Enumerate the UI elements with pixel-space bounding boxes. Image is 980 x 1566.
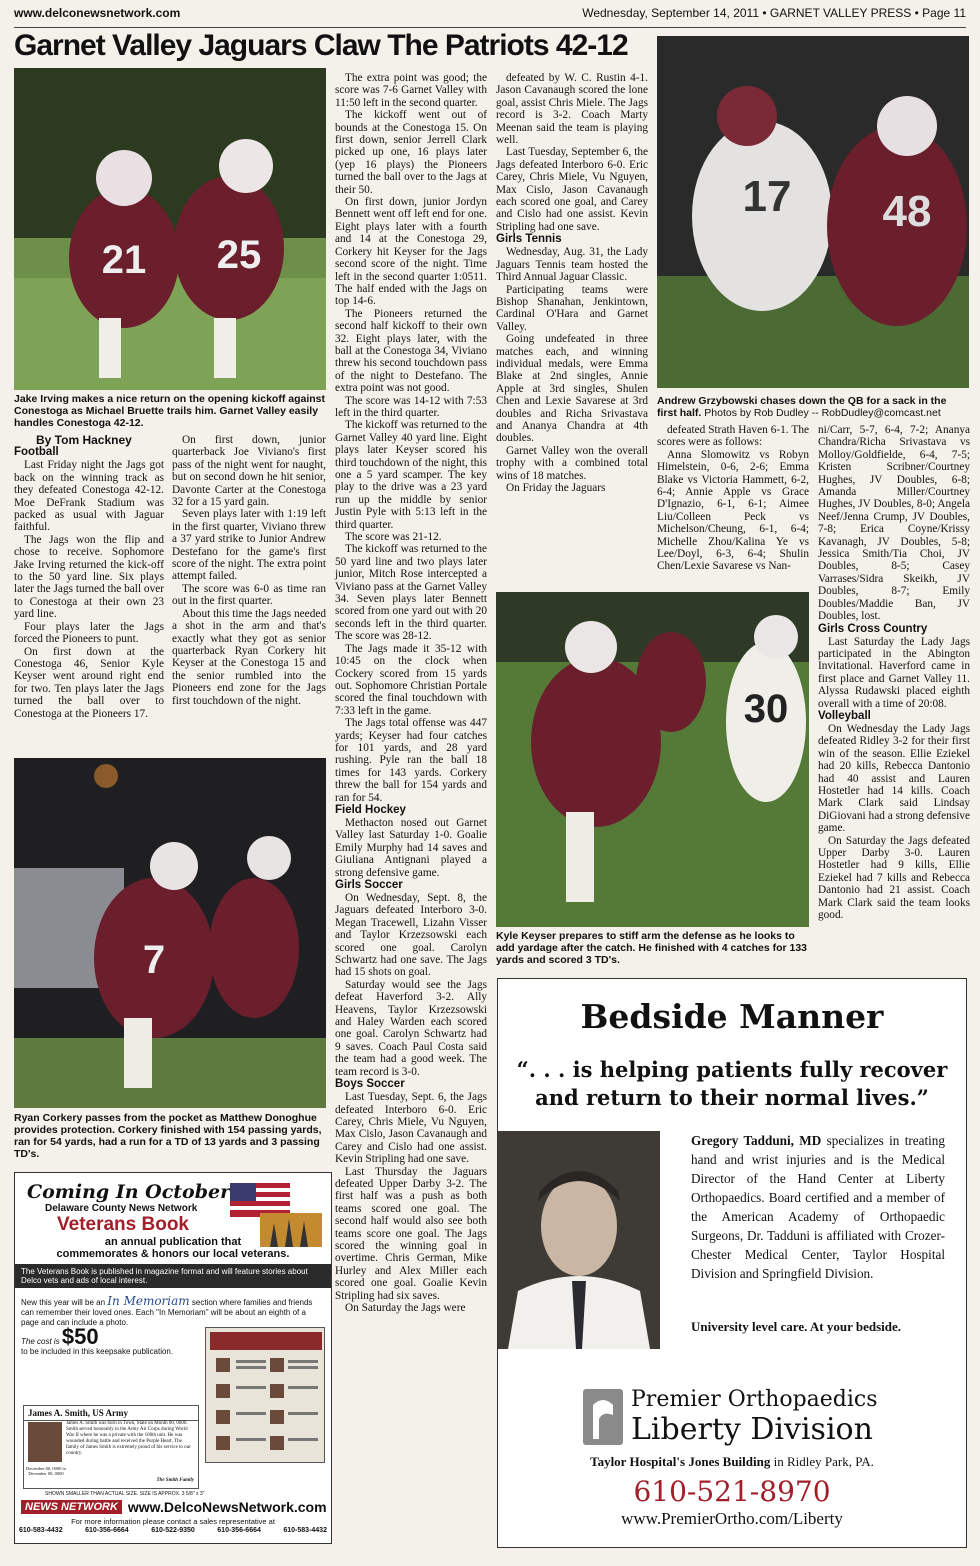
- article-col-6: [818, 424, 970, 921]
- phone-4: 610-356-6664: [217, 1527, 261, 1534]
- contact-line: For more information please contact a sales representative at: [71, 1517, 275, 1526]
- paragraph: Saturday would see the Jags defeat Haverford 3-2. Ally Heavens, Taylor Krzezsowski and Haley Warden each scored one goal. Carolyn Schwartz had 9 saves. Coach Paul Costa said the team had a good week. The team record is 3-0.: [335, 978, 487, 1078]
- flag-soldiers-icon: [230, 1183, 322, 1247]
- paragraph: defeated by W. C. Rustin 4-1. Jason Cavanaugh scored the lone goal, assist Chris Miele. The Jags record is 3-2. Coach Marty Meenan said the team is playing well.: [496, 72, 648, 147]
- article-col-2: [172, 434, 326, 707]
- ad-tagline: University level care. At your bedside.: [691, 1319, 902, 1334]
- section-girls-soccer: Girls Soccer: [335, 879, 403, 891]
- paragraph: The extra point was good; the score was 7-6 Garnet Valley with 11:50 left in the second quarter.: [335, 72, 487, 109]
- sample-dates: December 00, 0000 to December 00, 0000: [26, 1466, 66, 1476]
- address-building: Taylor Hospital's Jones Building: [590, 1454, 771, 1469]
- veterans-book-title: Veterans Book: [57, 1214, 189, 1235]
- ad-address: [498, 1454, 966, 1470]
- svg-text:17: 17: [742, 172, 792, 221]
- sample-note: SHOWN SMALLER THAN ACTUAL SIZE. SIZE IS APPROX. 3 5/8" x 3": [45, 1491, 205, 1497]
- paragraph: Garnet Valley won the overall trophy with a combined total wins of 18 matches.: [496, 444, 648, 482]
- caption-corkery: Ryan Corkery passes from the pocket as Matthew Donoghue provides protection. Corkery finished with 154 passing yards, ran for 54 yards, had a run for a TD of 13 yards and 3 passing TD's.: [14, 1112, 322, 1160]
- publisher: Delaware County News Network: [45, 1203, 198, 1214]
- memoriam-sample-thumbnail: [205, 1327, 325, 1463]
- paragraph: Last Tuesday, Sept. 6, the Jags defeated Interboro 6-0. Eric Carey, Chris Miele, Vu Nguyen, Max Cislo, Jason Cavanaugh and Carey and Cislo had one assist. Kevin Stripling had one save.: [335, 1091, 487, 1166]
- phone-2: 610-356-6664: [85, 1527, 129, 1534]
- photo-corkery-pass: [14, 758, 326, 1108]
- paragraph: The Jags won the flip and chose to receive. Sophomore Jake Irving returned the kick-off to the 50 yard line. Six plays later the Jags turned the ball over to Conestoga at their own 23 yard line.: [14, 533, 164, 621]
- section-field-hockey: Field Hockey: [335, 803, 406, 816]
- ad-url[interactable]: www.PremierOrtho.com/Liberty: [621, 1509, 843, 1528]
- paragraph: defeated Strath Haven 6-1. The scores were as follows:: [657, 424, 809, 449]
- ad-quote: “. . . is helping patients fully recover and return to their normal lives.”: [516, 1057, 948, 1110]
- doctor-name: Gregory Tadduni, MD: [691, 1133, 822, 1148]
- paragraph: The kickoff went out of bounds at the Conestoga 15. On first down, senior Jerrell Clark picked up one, 16 plays later (yep 16 plays) the Pioneers turned the ball over to the Jags at their 50.: [335, 109, 487, 196]
- paragraph: About this time the Jags needed a shot in the arm and that's exactly what they got as senior quarterback Ryan Corkery hit Keyser at the Conestoga 15 and the senior rumbled into the Pioneers end zone for the Jags first touchdown of the night.: [172, 607, 327, 707]
- svg-text:7: 7: [142, 938, 166, 982]
- doctor-bio: [691, 1131, 945, 1283]
- network-url[interactable]: www.DelcoNewsNetwork.com: [127, 1499, 327, 1515]
- paper-name: GARNET VALLEY PRESS: [769, 6, 912, 20]
- paragraph: The kickoff was returned to the Garnet Valley 40 yard line. Eight plays later Keyser scored his third touchdown of the night, this one a 5 yard scamper. The key play to the drive was a 23 yard run up the middle by senior Justin Pyle with 5:13 left in the third quarter.: [335, 419, 487, 531]
- phone-5: 610-583-4432: [283, 1527, 327, 1534]
- paragraph: On Friday the Jaguars: [506, 482, 606, 494]
- section-boys-soccer: Boys Soccer: [335, 1078, 405, 1091]
- doctor-description: specializes in treating hand and wrist injuries and is the Medical Director of the Hand Center at Liberty Orthopaedics. Board certified and a member of the American Academy of Orthopaedic Surgeons, Dr. Tadduni is affiliated with Crozer-Chester Medical Center, Taylor Hospital Division and Springfield Division.: [691, 1133, 945, 1281]
- memoriam-rest: section where families and friends can remember their loved ones. Each "In Memoriam" will be about an eighth of a page and can include a photo.: [21, 1298, 313, 1327]
- org-name-1: Premier Orthopaedics: [631, 1387, 878, 1412]
- veterans-book-ad: [14, 1172, 332, 1544]
- coming-in-october: Coming In October: [27, 1181, 231, 1203]
- caption-sack-text: Andrew Grzybowski chases down the QB for a sack in the first half.: [657, 395, 947, 419]
- article-col-5: [657, 424, 809, 573]
- price: $50: [61, 1324, 99, 1349]
- section-football: Football: [14, 446, 59, 459]
- caption-kickoff: Jake Irving makes a nice return on the opening kickoff against Conestoga as Michael Bruette trails him. Garnet Valley easily handles Conestoga 42-12.: [14, 393, 326, 429]
- page-header: [14, 6, 966, 28]
- paragraph: The score was 21-12.: [345, 531, 442, 544]
- ad-title: Bedside Manner: [580, 997, 884, 1036]
- news-network-logo: NEWS NETWORK: [21, 1500, 122, 1514]
- phone-3: 610-522-9350: [151, 1527, 195, 1534]
- org-name-2: Liberty Division: [631, 1412, 873, 1447]
- photo-keyser-stiff-arm: [496, 592, 809, 927]
- article-col-1: [14, 434, 164, 720]
- site-url[interactable]: www.delconewsnetwork.com: [14, 6, 181, 20]
- paragraph: The Jags total offense was 447 yards; Keyser had four catches for 101 yards, and 28 yard rushing. Pyle ran the ball 18 times for 143 yards. Corkery threw the ball for 154 yards and ran for 54.: [335, 717, 487, 804]
- caption-sack: [657, 395, 969, 419]
- paragraph: ni/Carr, 5-7, 6-4, 7-2; Ananya Chandra/Richa Srivastava vs Molloy/Goldfielde, 6-4, 7-5; Kristen Scribner/Courtney Hughes, JV Doubles, 6-8; Amanda Miller/Courtney Hughes, JV Doubles, 8-0; Angela Neef/Jenna Crump, JV Doubles, 7-8; Erica Coyne/Krissy Kavanagh, JV Doubles, 5-8; Jessica Smith/Tia Choi, JV Doubles, 8-5; Casey Varrases/Sidra Skeikh, JV Doubles, 8-7; Emily Doubles/Maddie Ban, JV Doubles, lost.: [818, 424, 970, 623]
- paragraph: Last Saturday the Lady Jags participated in the Abington Invitational. Haverford came in first place and Garnet Valley 11. Alyssa Rudawski placed eighth overall with a time of 20:08.: [818, 635, 970, 710]
- page-number: Page 11: [922, 6, 966, 20]
- photo-kickoff-return: [14, 68, 326, 390]
- memoriam-word: In Memoriam: [107, 1294, 190, 1308]
- paragraph: Participating teams were Bishop Shanahan, Jenkintown, Cardinal O'Hara and Garnet Valley.: [496, 283, 648, 333]
- doctor-photo: [498, 1131, 660, 1349]
- phone-row: [19, 1527, 327, 1534]
- cost-label: The cost is: [21, 1337, 60, 1346]
- sample-text: James A. Smith was born in Town, State on Month 00, 0000. Smith served honorably in the Army Air Corps during World War II where he was a private with the 100th unit. He was wounded during battle and received the Purple Heart. The family of James Smith is extremely proud of his service to our country.: [66, 1421, 191, 1456]
- svg-text:30: 30: [743, 687, 789, 731]
- memoriam-intro: New this year will be an: [21, 1298, 106, 1307]
- article-col-4: [496, 72, 648, 494]
- network-footer: [21, 1499, 327, 1515]
- paragraph: Last Tuesday, September 6, the Jags defeated Interboro 6-0. Eric Carey, Chris Miele, Vu Nguyen, Max Cislo, Jason Cavanaugh each scored one goal, and Carey and Cislo had one assist. Kevin Stripling had one save.: [496, 146, 648, 233]
- paragraph: The kickoff was returned to the 50 yard line and two plays later junior, Mitch Rose intercepted a Viviano pass at the Garnet Valley 34. Seven plays later Bennett scored from one yard out with 20 seconds left in the third quarter. The score was 28-12.: [335, 543, 487, 643]
- phone-1: 610-583-4432: [19, 1527, 63, 1534]
- sample-name: James A. Smith, US Army: [24, 1406, 198, 1421]
- byline: By Tom Hackney: [36, 433, 132, 447]
- paragraph: On first down, junior quarterback Joe Viviano's first pass of the night went for naught, but on second down he hit senior, Davonte Carter at the Conestoga 32 for a 15 yard gain.: [172, 434, 326, 509]
- address-city: in Ridley Park, PA.: [770, 1454, 874, 1469]
- photo-credit: Photos by Rob Dudley -- RobDudley@comcast.net: [704, 407, 941, 419]
- section-volleyball: Volleyball: [818, 709, 871, 722]
- paragraph: Seven plays later with 1:19 left in the first quarter, Viviano threw a 37 yard strike to Junior Andrew Destefano for the game's first score of the night. The extra point attempt failed.: [172, 508, 326, 583]
- paragraph: Going undefeated in three matches each, and winning individual medals, were Emma Blake at 2nd singles, Annie Apple at 3rd singles, Shulen Chen and Lexie Savarese at 3rd doubles and Richa Srivastava and Ananya Chandra at 4th doubles.: [496, 333, 648, 445]
- paragraph: The Jags made it 35-12 with 10:45 on the clock when Cockery scored from 15 yards out. Sophomore Christian Portale scored the final touchdown with 7:33 left in the game.: [335, 642, 487, 717]
- premier-ortho-logo-icon: [583, 1389, 623, 1445]
- headline: Garnet Valley Jaguars Claw The Patriots 42-12: [14, 29, 628, 62]
- paragraph: On Wednesday, Sept. 8, the Jaguars defeated Interboro 3-0. Megan Tracewell, Lizahn Visser and Taylor Krzezsowski each scored one goal. Carolyn Schwartz had one save. The Jags had 15 shots on goal.: [335, 892, 487, 979]
- paragraph: Wednesday, Aug. 31, the Lady Jaguars Tennis team hosted the Third Annual Jaguar Classic.: [496, 246, 648, 284]
- section-girls-tennis: Girls Tennis: [496, 233, 562, 246]
- sample-portrait: [28, 1422, 62, 1462]
- photo-qb-sack: [657, 36, 969, 388]
- svg-text:25: 25: [216, 233, 262, 277]
- ad-phone: 610-521-8970: [633, 1475, 831, 1508]
- paragraph: The score was 6-0 as time ran out in the first quarter.: [172, 582, 326, 608]
- ad-description: The Veterans Book is published in magazine format and will feature stories about Delco vets and ads of local interest.: [15, 1264, 331, 1288]
- paragraph: Last Thursday the Jaguars defeated Upper Darby 3-2. The first half was a push as both teams scored one goal. The second half would also see both teams score one goal. The Jags scored the winning goal in overtime. Chris German, Mike Hurley and Alex Miller each scored one goal. Goalie Kevin Stripling had six saves.: [335, 1165, 487, 1302]
- bedside-manner-ad: [497, 978, 967, 1548]
- paragraph: Four plays later the Jags forced the Pioneers to punt.: [14, 620, 164, 646]
- caption-keyser: Kyle Keyser prepares to stiff arm the defense as he looks to add yardage after the catch. He finished with 4 catches for 133 yards and scored 3 TD's.: [496, 930, 808, 966]
- svg-text:21: 21: [101, 238, 147, 282]
- paragraph: Methacton nosed out Garnet Valley last Saturday 1-0. Goalie Emily Murphy had 14 saves and Giuliana Antignani played a strong defensive game.: [335, 816, 487, 879]
- paragraph: On first down at the Conestoga 46, Senior Kyle Keyser went around right end for two. Ten plays later the Jags turned the ball over to Conestoga at the Pioneers 17.: [14, 645, 164, 720]
- sample-signature: The Smith Family: [156, 1478, 194, 1483]
- memoriam-sample: [23, 1405, 199, 1489]
- paragraph: The score was 14-12 with 7:53 left in the third quarter.: [335, 394, 487, 419]
- paragraph: Anna Slomowitz vs Robyn Himelstein, 0-6, 2-6; Emma Blake vs Victoria Hammett, 6-2, 6-4; Annie Apple vs Grace D'Ignazio, 6-1, 6-1; Aimee Liu/Colleen Peck vs Michelson/Cheung, 6-1, 6-4; Michelle Zhou/Kalina Ye vs Lee/Doyl, 6-3, 6-4; Shulin Chen/Lexie Savarese vs Nan-: [657, 448, 809, 573]
- paragraph: On first down, junior Jordyn Bennett went off left end for one. Eight plays later with a fourth and 14 at the Conestoga 29, Corkery hit Keyser for the Jags second score of the night. Time left in the second quarter 1:0511. The half ended with the Jags on top 14-6.: [335, 196, 487, 308]
- article-col-3: [335, 72, 487, 1314]
- paragraph: On Wednesday the Lady Jags defeated Ridley 3-2 for their first win of the season. Ellie Eziekel had 20 kills, Rebecca Dantonio had 40 assist and Lauren Hostetler had 14 kills. Coach Mark Clark said Lindsay DiGiovani had a strong defensive game.: [818, 722, 970, 835]
- cost-rest: to be included in this keepsake publication.: [21, 1347, 174, 1356]
- issue-info: Wednesday, September 14, 2011 • GARNET VALLEY PRESS • Page 11: [582, 6, 966, 20]
- paragraph: On Saturday the Jags were: [345, 1302, 466, 1314]
- ad-subtitle-2: commemorates & honors our local veterans.: [56, 1248, 290, 1260]
- svg-text:48: 48: [882, 187, 932, 236]
- issue-date: Wednesday, September 14, 2011: [582, 6, 760, 20]
- cost-block: [15, 1324, 205, 1357]
- ad-subtitle-1: an annual publication that: [104, 1236, 242, 1248]
- paragraph: On Saturday the Jags defeated Upper Darby 3-0. Lauren Hostetler had 9 kills, Ellie Eziekel had 7 kills and Rebecca Dantonio had 21 assist. Coach Mark Clark said the team looks good.: [818, 834, 970, 922]
- section-girls-cross-country: Girls Cross Country: [818, 622, 928, 635]
- paragraph: The Pioneers returned the second half kickoff to their own 32. Eight plays later, with the ball at the Conestoga 34, Viviano threw his second touchdown pass of the night to Destefano. The extra point was not good.: [335, 307, 487, 395]
- paragraph: Last Friday night the Jags got back on the winning track as they defeated Conestoga 42-12. Moe DeFrank Stadium was packed as usual with Jaguar faithful.: [14, 459, 164, 534]
